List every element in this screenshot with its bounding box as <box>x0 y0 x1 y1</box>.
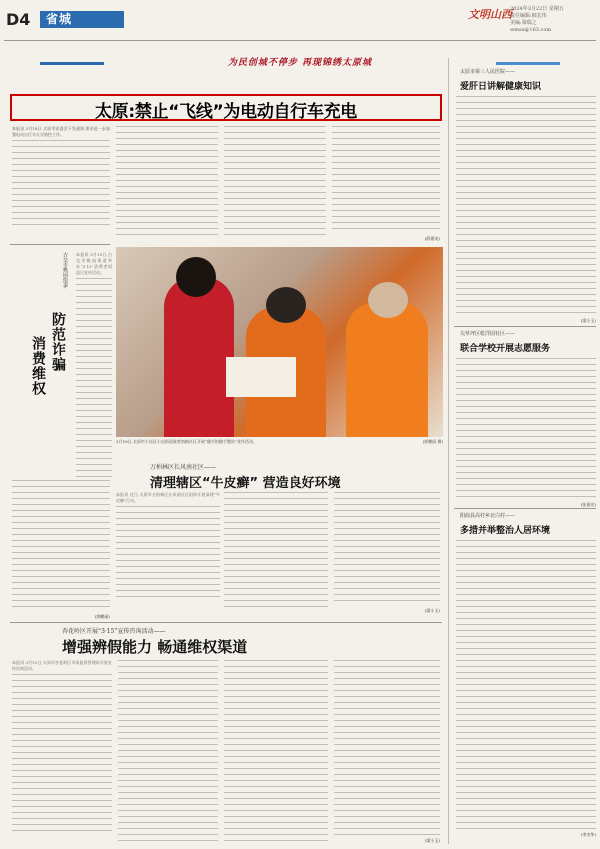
bottom-story-lines-1 <box>12 674 112 834</box>
news-photo <box>116 247 443 437</box>
lead-author: (薛建英) <box>424 236 440 241</box>
photo-leaflet <box>226 357 296 397</box>
right-story-3-body <box>456 540 596 830</box>
right-column-divider <box>448 58 449 844</box>
lead-body-lines <box>12 140 110 226</box>
masthead-logo: 文明山西 <box>468 8 512 21</box>
header-info <box>510 6 596 34</box>
left-story-title-b: 消费维权 <box>30 336 46 396</box>
lead-column-3 <box>224 126 326 240</box>
mid-story-lines-1 <box>116 506 220 602</box>
right-story-1-body <box>456 96 596 318</box>
section-name: 省城 <box>40 11 124 28</box>
left-story-rule <box>10 244 110 245</box>
lead-dateline: 本报讯 3月18日,太原市安委会下发通知,要求进一步加强电动自行车火灾防控工作。 <box>12 126 110 137</box>
right-rule-1 <box>454 326 596 327</box>
left-story-title-a: 防范诈骗 <box>50 312 66 372</box>
bottom-story-col-1 <box>12 660 112 844</box>
bottom-story-dateline: 本报讯 3月15日,太原市杏花岭区市场监督管理局开展宣传咨询活动。 <box>12 660 112 671</box>
left-story-body <box>76 252 112 492</box>
banner-stripe-right <box>496 62 560 65</box>
bottom-story-rule <box>10 622 442 623</box>
header-email: wmsx@163.com <box>510 27 552 33</box>
right-story-2-title: 联合学校开展志愿服务 <box>460 344 551 354</box>
right-story-3-title: 多措并举整治人居环境 <box>460 526 551 536</box>
photo-worker-head-2 <box>368 282 408 318</box>
photo-volunteer-head <box>176 257 216 297</box>
bottom-story-title: 增强辨假能力 畅通维权渠道 <box>62 638 248 656</box>
right-rule-2 <box>454 508 596 509</box>
bottom-story-author: (梁小玉) <box>424 838 440 843</box>
photo-caption-text: 3月18日,太原市小店区小店街道准营南路社区开展“随手拍随手整治”宣传活动。 <box>116 439 257 444</box>
photo-worker-figure-2 <box>346 302 428 437</box>
right-story-1-author: (梁小玉) <box>580 318 596 323</box>
photo-volunteer-figure <box>164 277 234 437</box>
right-story-1-title: 爱肝日讲解健康知识 <box>460 82 542 92</box>
mid-story-col-1 <box>116 492 220 612</box>
left-story-dateline: 本报讯 3月15日,古交市桃园街道举办“3·15”消费者权益日宣传活动。 <box>76 252 112 275</box>
lead-column-1 <box>12 126 110 240</box>
bottom-story-col-3 <box>224 660 328 844</box>
banner-stripe-left <box>40 62 104 65</box>
lead-column-2 <box>116 126 218 240</box>
section-banner: 为民创城不停步 再现锦绣太原城 <box>227 58 373 68</box>
mid-story-kicker: 万柏林区长风南社区—— <box>150 464 217 471</box>
right-story-1-kicker: 太原市第三人民医院—— <box>460 69 516 75</box>
lead-headline-box <box>10 94 442 121</box>
left-story-author: (郭鹏丽) <box>94 614 110 619</box>
header-editor: 责任编辑:韩宏伟 <box>510 13 547 19</box>
right-story-2-author: (张嘉亮) <box>580 502 596 507</box>
bottom-story-col-2 <box>118 660 218 844</box>
mid-story-col-3 <box>334 492 440 606</box>
lead-headline: 太原:禁止“飞线”为电动自行车充电 <box>94 102 358 122</box>
right-story-3-author: (李杰华) <box>580 832 596 837</box>
right-story-2-kicker: 尖草坪区乾洋园社区—— <box>460 331 516 337</box>
header-rule <box>4 40 596 41</box>
page-header <box>0 0 600 40</box>
mid-story-dateline: 本报讯 近日,太原市万柏林区长风南社区组织开展清理“牛皮癣”行动。 <box>116 492 220 503</box>
left-story-body-2 <box>12 480 110 610</box>
page-number: D4 <box>6 10 31 29</box>
photo-credit: (郭鹏丽 摄) <box>422 439 443 444</box>
lead-column-4 <box>332 126 440 234</box>
mid-story-title: 清理辖区“牛皮癣” 营造良好环境 <box>150 476 341 491</box>
left-story-kicker: 古交市桃园街道: <box>62 252 68 289</box>
header-designer: 美编:梁瑞之 <box>510 20 537 26</box>
left-story-lines <box>76 278 112 478</box>
photo-caption <box>116 439 443 457</box>
bottom-story-col-4 <box>334 660 440 836</box>
bottom-story-kicker: 杏花岭区开展“3·15”宣传咨询活动—— <box>62 628 166 635</box>
photo-worker-head-1 <box>266 287 306 323</box>
right-story-2-body <box>456 358 596 502</box>
right-story-3-kicker: 阳曲县高村乡北白村—— <box>460 513 516 519</box>
mid-story-author: (梁小玉) <box>424 608 440 613</box>
header-date: 2024年3月22日 星期五 <box>510 6 564 12</box>
mid-story-col-2 <box>224 492 328 612</box>
